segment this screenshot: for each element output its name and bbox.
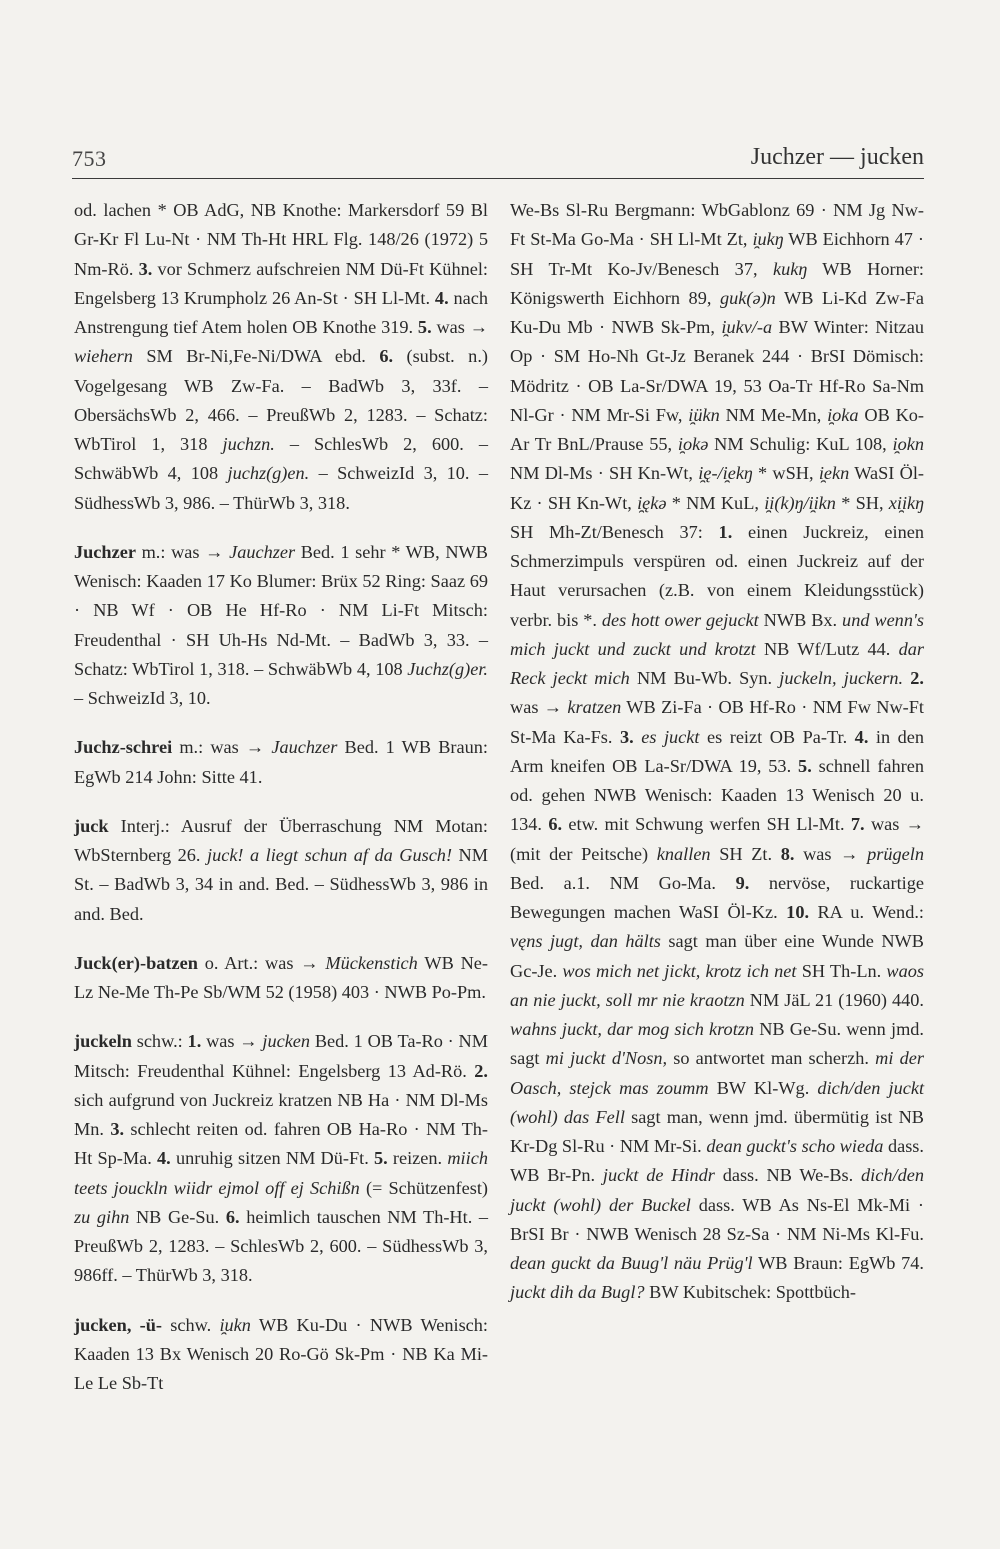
- entry-juck-batzen: Juck(er)-batzen o. Art.: was → Mückenstich WB Ne-Lz Ne-Me Th-Pe Sb/WM 52 (1958) 403 · NWB Po-Pm.: [74, 952, 488, 1002]
- lemma: Juck(er)-batzen: [74, 952, 198, 973]
- page-number: 753: [72, 146, 107, 171]
- entry-juchz-schrei: Juchz-schrei m.: was → Jauchzer Bed. 1 WB Braun: EgWb 214 John: Sitte 41.: [74, 737, 488, 787]
- lemma: juckeln: [74, 1031, 132, 1052]
- lemma: Juchzer: [74, 541, 136, 562]
- entry-continuation: od. lachen * OB AdG, NB Knothe: Markersdorf 59 Bl Gr-Kr Fl Lu-Nt · NM Th-Ht HRL Flg. 148/26 (1972) 5 Nm-Rö. 3. vor Schmerz aufschreien NM Dü-Ft Kühnel: Engelsberg 13 Krumpholz 26 An-St · SH Ll-Mt. 4. nach Anstrengung tief Atem holen OB Knothe 319. 5. was → wiehern SM Br-Ni,Fe-Ni/DWA ebd. 6. (subst. n.) Vogelgesang WB Zw-Fa. – BadWb 3, 33f. – ObersächsWb 2, 466. – PreußWb 2, 1283. – Schatz: WbTirol 1, 318 juchzn. – SchlesWb 2, 600. – SchwäbWb 4, 108 juchz(g)en. – SchweizId 3, 10. – SüdhessWb 3, 986. – ThürWb 3, 318.: [74, 200, 489, 513]
- entry-juck: juck Interj.: Ausruf der Überraschung NM Motan: WbSternberg 26. juck! a liegt schun af da Gusch! NM St. – BadWb 3, 34 in and. Bed. – SüdhessWb 3, 986 in and. Bed.: [74, 815, 489, 924]
- entry-juckeln: juckeln schw.: 1. was → jucken Bed. 1 OB Ta-Ro · NM Mitsch: Freudenthal Kühnel: Engelsberg 13 Ad-Rö. 2. sich aufgrund von Juckreiz kratzen NB Ha · NM Dl-Ms Mn. 3. schlecht reiten od. fahren OB Ha-Ro · NM Th-Ht Sp-Ma. 4. unruhig sitzen NM Dü-Ft. 5. reizen. miich teets jouckln wiidr ejmol off ej Schißn (= Schützenfest) zu gihn NB Ge-Su. 6. heimlich tauschen NM Th-Ht. – PreußWb 2, 1283. – SchlesWb 2, 600. – SüdhessWb 3, 986ff. – ThürWb 3, 318.: [74, 1031, 489, 1286]
- entry-juchzer: Juchzer m.: was → Jauchzer Bed. 1 sehr * WB, NWB Wenisch: Kaaden 17 Ko Blumer: Brüx 52 Ring: Saaz 69 · NB Wf · OB He Hf-Ro · NM Li-Ft Mitsch: Freudenthal · SH Uh-Hs Nd-Mt. – BadWb 3, 33. – Schatz: WbTirol 1, 318. – SchwäbWb 4, 108 Juchz(g)er. – SchweizId 3, 10.: [74, 541, 488, 708]
- entry-jucken: jucken, -ü- schw. i̯ukn WB Ku-Du · NWB Wenisch: Kaaden 13 Bx Wenisch 20 Ro-Gö Sk-Pm · NB Ka Mi-Le Le Sb-Tt: [74, 1314, 489, 1393]
- entry-jucken-continued: We-Bs Sl-Ru Bergmann: WbGablonz 69 · NM Jg Nw-Ft St-Ma Go-Ma · SH Ll-Mt Zt, i̯ukŋ WB Eichhorn 47 · SH Tr-Mt Ko-Jv/Benesch 37, kukŋ WB Horner: Königswerth Eichhorn 89, guk(ə)n WB Li-Kd Zw-Fa Ku-Du Mb · NWB Sk-Pm, i̯ukv/-a BW Winter: Nitzau Op · SM Ho-Nh Gt-Jz Beranek 244 · BrSI Dömisch: Mödritz · OB La-Sr/DWA 19, 53 Oa-Tr Hf-Ro Sa-Nm Nl-Gr · NM Mr-Si Fw, i̯ükn NM Me-Mn, i̯oka OB Ko-Ar Tr BnL/Prause 55, i̯okə NM Schulig: KuL 108, i̯okn NM Dl-Ms · SH Kn-Wt, i̯ę-/i̯ekŋ * wSH, i̯ekn WaSI Öl-Kz · SH Kn-Wt, i̯ękə * NM KuL, i̯i(k)ŋ/i̯ikn * SH, xi̯ikŋ SH Mh-Zt/Benesch 37: 1. einen Juckreiz, einen Schmerzimpuls verspüren od. einen Juckreiz auf der Haut verursachen (z.B. von einem Kleidungsstück) verbr. bis *. des hott ower gejuckt NWB Bx. und wenn's mich juckt und zuckt und krotzt NB Wf/Lutz 44. dar Reck jeckt mich NM Bu-Wb. Syn. juckeln, juckern. 2. was → kratzen WB Zi-Fa · OB Hf-Ro · NM Fw Nw-Ft St-Ma Ka-Fs. 3. es juckt es reizt OB Pa-Tr. 4. in den Arm kneifen OB La-Sr/DWA 19, 53. 5. schnell fahren od. gehen NWB Wenisch: Kaaden 13 Wenisch 20 u. 134. 6. etw. mit Schwung werfen SH Ll-Mt. 7. was → (mit der Peitsche) knallen SH Zt. 8. was → prügeln Bed. a.1. NM Go-Ma. 9. nervöse, ruckartige Bewegungen machen WaSI Öl-Kz. 10. RA u. Wend.: vęns jugt, dan hälts sagt man über eine Wunde NWB Gc-Je. wos mich net jickt, krotz ich net SH Th-Ln. waos an nie juckt, soll mr nie kraotzn NM JäL 21 (1960) 440. wahns juckt, dar mog sich krotzn NB Ge-Su. wenn jmd. sagt mi juckt d'Nosn, so antwortet man scherzh. mi der Oasch, stejck mas zoumm BW Kl-Wg. dich/den juckt (wohl) das Fell sagt man, wenn jmd. übermütig ist NB Kr-Dg Sl-Ru · NM Mr-Si. dean guckt's scho wieda dass. WB Br-Pn. juckt de Hindr dass. NB We-Bs. dich/den juckt (wohl) der Buckel dass. WB As Ns-El Mk-Mi · BrSI Br · NWB Wenisch 28 Sz-Sa · NM Ni-Ms Kl-Fu. dean guckt da Buug'l näu Prüg'l WB Braun: EgWb 74. juckt dih da Bugl? BW Kubitschek: Spottbüch-: [510, 200, 925, 1303]
- right-column: [510, 196, 924, 1328]
- left-column: [74, 196, 488, 1418]
- page-header: [72, 140, 924, 179]
- running-head: Juchzer — jucken: [750, 144, 924, 170]
- lemma: jucken, -ü-: [74, 1314, 162, 1335]
- lemma: juck: [74, 815, 109, 836]
- lemma: Juchz-schrei: [74, 737, 173, 758]
